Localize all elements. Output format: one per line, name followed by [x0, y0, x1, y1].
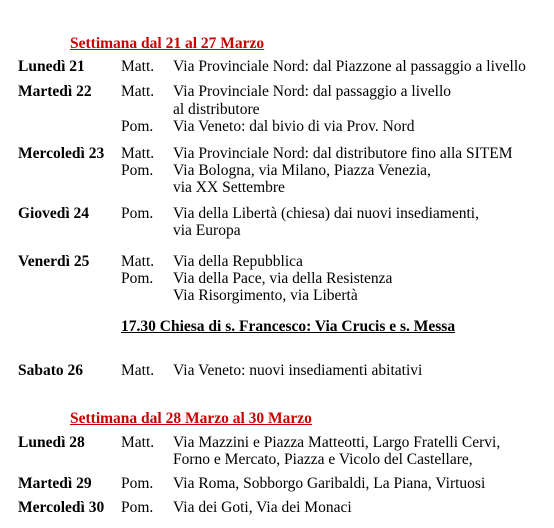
- day-label: Giovedì 24: [18, 205, 90, 222]
- route-text: Via della Libertà (chiesa) dai nuovi insediamenti,: [173, 205, 479, 222]
- day-label: Martedì 29: [18, 475, 92, 492]
- route-text: Via Veneto: nuovi insediamenti abitativi: [173, 362, 423, 379]
- route-text: al distributore: [173, 101, 260, 118]
- route-text: Forno e Mercato, Piazza e Vicolo del Castellare,: [173, 451, 473, 468]
- route-text: via Europa: [173, 222, 241, 239]
- route-text: Via Veneto: dal bivio di via Prov. Nord: [173, 118, 415, 135]
- period-label: Matt.: [121, 253, 155, 270]
- route-text: Via della Pace, via della Resistenza: [173, 270, 393, 287]
- period-label: Pom.: [121, 118, 154, 135]
- period-label: Pom.: [121, 499, 154, 516]
- route-text: Via Roma, Sobborgo Garibaldi, La Piana, Virtuosi: [173, 475, 486, 492]
- period-label: Matt.: [121, 362, 155, 379]
- period-label: Pom.: [121, 270, 154, 287]
- period-label: Pom.: [121, 205, 154, 222]
- event-announcement: 17.30 Chiesa di s. Francesco: Via Crucis e s. Messa: [121, 318, 456, 335]
- day-label: Martedì 22: [18, 83, 92, 100]
- week-heading: Settimana dal 21 al 27 Marzo: [70, 35, 265, 52]
- period-label: Pom.: [121, 162, 154, 179]
- route-text: Via Risorgimento, via Libertà: [173, 287, 358, 304]
- day-label: Venerdì 25: [18, 253, 90, 270]
- route-text: Via Provinciale Nord: dal passaggio a livello: [173, 83, 452, 100]
- period-label: Matt.: [121, 83, 155, 100]
- route-text: Via Bologna, via Milano, Piazza Venezia,: [173, 162, 431, 179]
- day-label: Sabato 26: [18, 362, 84, 379]
- period-label: Matt.: [121, 58, 155, 75]
- period-label: Matt.: [121, 145, 155, 162]
- route-text: Via della Repubblica: [173, 253, 303, 270]
- route-text: Via Provinciale Nord: dal Piazzone al passaggio a livello: [173, 58, 526, 75]
- week-heading: Settimana dal 28 Marzo al 30 Marzo: [70, 410, 312, 427]
- day-label: Mercoledì 30: [18, 499, 105, 516]
- period-label: Matt.: [121, 434, 155, 451]
- period-label: Pom.: [121, 475, 154, 492]
- route-text: Via Mazzini e Piazza Matteotti, Largo Fratelli Cervi,: [173, 434, 501, 451]
- day-label: Mercoledì 23: [18, 145, 105, 162]
- route-text: Via dei Goti, Via dei Monaci: [173, 499, 352, 516]
- route-text: via XX Settembre: [173, 179, 285, 196]
- route-text: Via Provinciale Nord: dal distributore fino alla SITEM: [173, 145, 513, 162]
- day-label: Lunedì 28: [18, 434, 85, 451]
- day-label: Lunedì 21: [18, 58, 85, 75]
